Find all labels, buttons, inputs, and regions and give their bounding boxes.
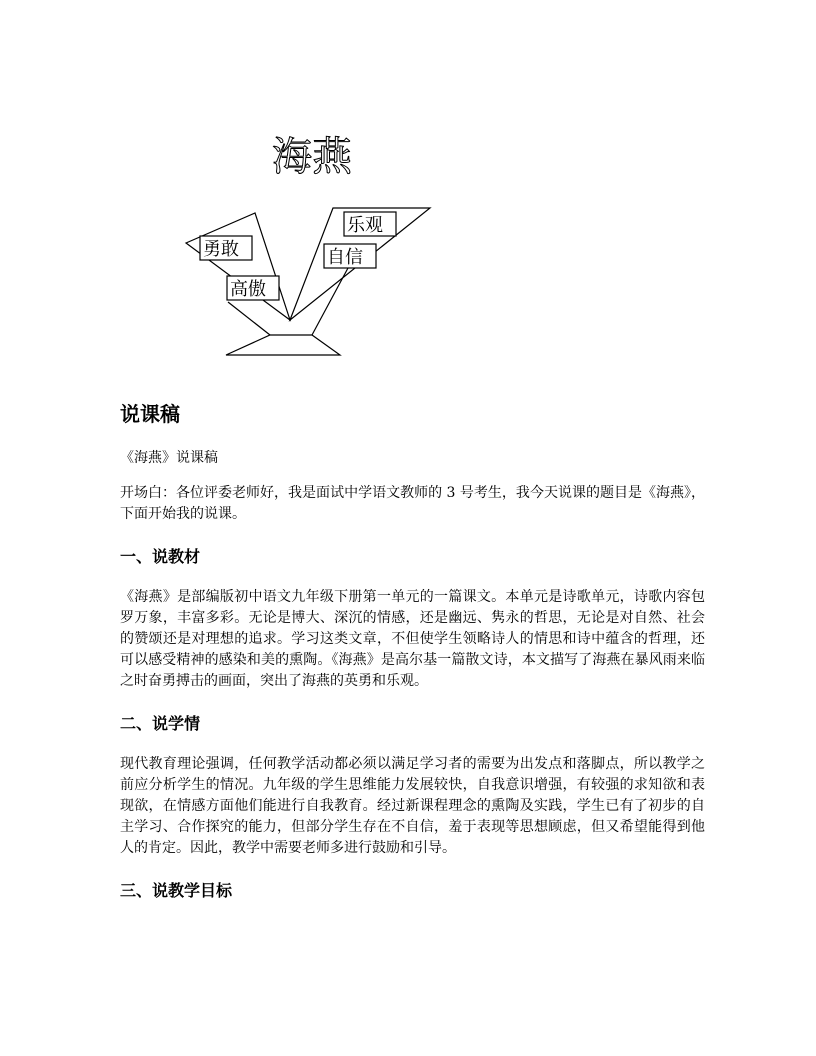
section-2-title: 二、说学情: [120, 714, 201, 733]
label-brave: 勇敢: [203, 239, 239, 260]
document-body: [120, 400, 705, 903]
section-2-body: 现代教育理论强调，任何教学活动都必须以满足学习者的需要为出发点和落脚点，所以教学之前应分析学生的情况。九年级的学生思维能力发展较快，自我意识增强，有较强的求知欲和表现欲，在情感方面他们能进行自我教育。经过新课程理念的熏陶及实践，学生已有了初步的自主学习、合作探究的能力，但部分学生存在不自信，羞于表现等思想顾虑，但又希望能得到他人的肯定。因此，教学中需要老师多进行鼓励和引导。: [120, 756, 705, 856]
section-3-title: 三、说教学目标: [120, 881, 233, 900]
label-optimistic: 乐观: [347, 215, 383, 236]
doc-heading: 说课稿: [120, 402, 180, 426]
figure-title: 海燕: [272, 134, 352, 180]
label-proud: 高傲: [230, 279, 266, 300]
section-1-body: 《海燕》是部编版初中语文九年级下册第一单元的一篇课文。本单元是诗歌单元，诗歌内容包罗万象，丰富多彩。无论是博大、深沉的情感，还是幽远、隽永的哲思，无论是对自然、社会的赞颂还是对理想的追求。学习这类文章，不但使学生领略诗人的情思和诗中蕴含的哲理，还可以感受精神的感染和美的熏陶。《海燕》是高尔基一篇散文诗，本文描写了海燕在暴风雨来临之时奋勇搏击的画面，突出了海燕的英勇和乐观。: [120, 589, 705, 689]
doc-subtitle: 《海燕》说课稿: [120, 450, 218, 466]
label-confident: 自信: [327, 247, 363, 268]
intro-paragraph: 开场白：各位评委老师好，我是面试中学语文教师的 3 号考生，我今天说课的题目是《海燕》，下面开始我的说课。: [120, 485, 705, 522]
petrel-diagram: [0, 0, 816, 400]
left-connector: [228, 302, 270, 335]
left-wing-shape: [186, 213, 290, 320]
section-1-title: 一、说教材: [120, 547, 201, 566]
base-shape: [226, 335, 340, 355]
